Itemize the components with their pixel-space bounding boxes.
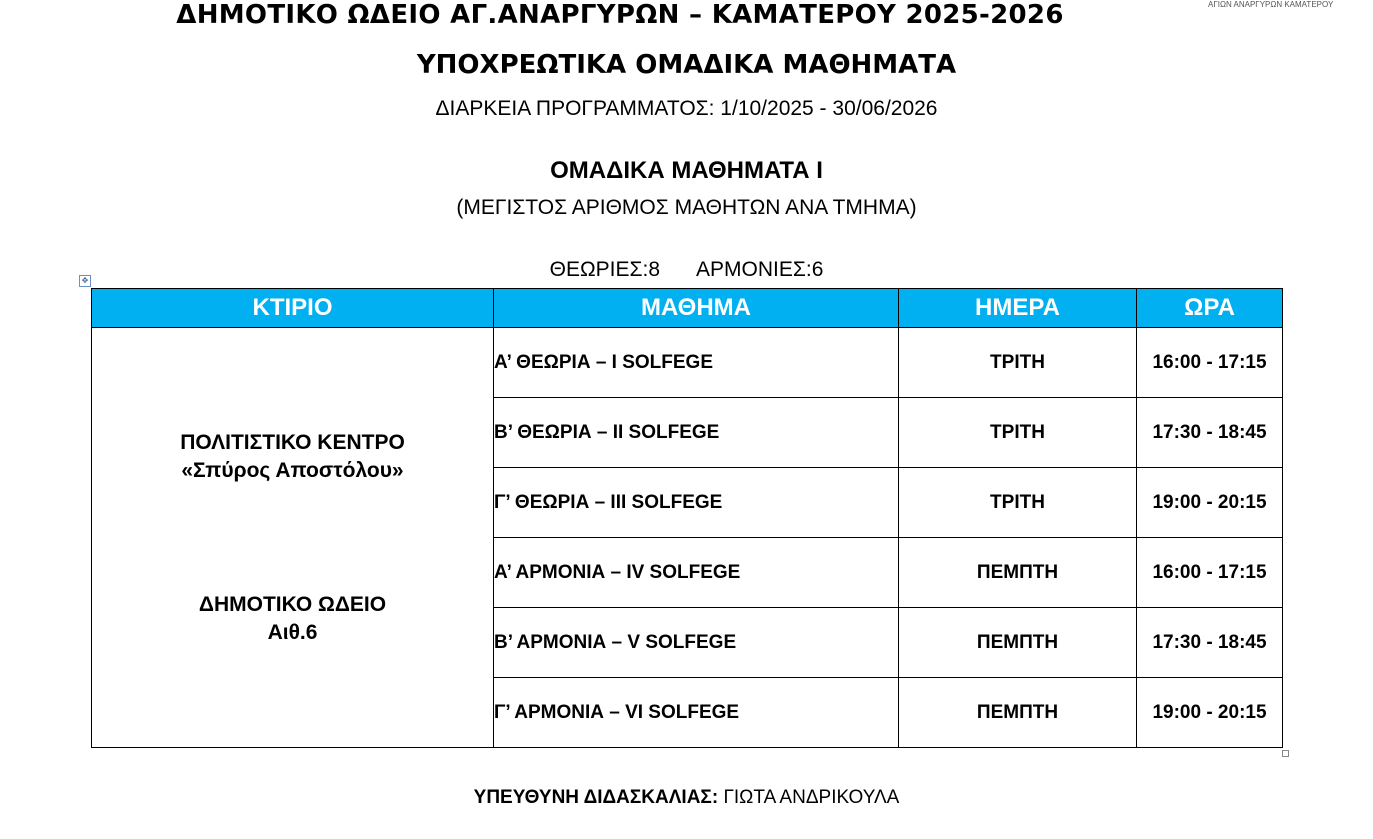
theory-count: :8 (642, 258, 661, 281)
table-header-row (92, 289, 1283, 328)
table-resize-handle[interactable] (1282, 750, 1289, 757)
course-cell: Γ’ ΘΕΩΡΙΑ – ΙΙΙ SOLFEGE (494, 468, 899, 538)
schedule-table (91, 288, 1283, 748)
day-cell: ΠΕΜΠΤΗ (899, 608, 1137, 678)
day-cell: ΠΕΜΠΤΗ (899, 538, 1137, 608)
column-header-day: ΗΜΕΡΑ (899, 289, 1137, 328)
day-cell: ΠΕΜΠΤΗ (899, 678, 1137, 748)
building-cultural-center: ΠΟΛΙΤΙΣΤΙΚΟ ΚΕΝΤΡΟ «Σπύρος Αποστόλου» (180, 430, 405, 482)
day-cell: ΤΡΙΤΗ (899, 468, 1137, 538)
theory-label: ΘΕΩΡΙΕΣ (549, 258, 643, 281)
time-cell: 16:00 - 17:15 (1137, 328, 1283, 398)
course-cell: Α’ ΘΕΩΡΙΑ – Ι SOLFEGE (494, 328, 899, 398)
course-cell: Β’ ΘΕΩΡΙΑ – ΙΙ SOLFEGE (494, 398, 899, 468)
time-cell: 17:30 - 18:45 (1137, 608, 1283, 678)
document-subtitle: ΥΠΟΧΡΕΩΤΙΚΑ ΟΜΑΔΙΚΑ ΜΑΘΗΜΑΤΑ (416, 50, 957, 80)
footer-instructor (0, 787, 1373, 809)
building-conservatory: ΔΗΜΟΤΙΚΟ ΩΔΕΙΟ Αιθ.6 (198, 592, 387, 644)
day-cell: ΤΡΙΤΗ (899, 398, 1137, 468)
harmony-count: :6 (805, 258, 824, 281)
time-cell: 19:00 - 20:15 (1137, 678, 1283, 748)
time-cell: 17:30 - 18:45 (1137, 398, 1283, 468)
class-counts (0, 258, 1373, 282)
document-title: ΔΗΜΟΤΙΚΟ ΩΔΕΙΟ ΑΓ.ΑΝΑΡΓΥΡΩΝ – ΚΑΜΑΤΕΡΟΥ 2025-2026 (176, 0, 1064, 30)
program-duration: ΔΙΑΡΚΕΙΑ ΠΡΟΓΡΑΜΜΑΤΟΣ: 1/10/2025 - 30/06/2026 (435, 97, 938, 120)
logo-caption: ΑΓΙΩΝ ΑΝΑΡΓΥΡΩΝ ΚΑΜΑΤΕΡΟΥ (1208, 0, 1334, 9)
column-header-time: ΩΡΑ (1137, 289, 1283, 328)
time-cell: 19:00 - 20:15 (1137, 468, 1283, 538)
day-cell: ΤΡΙΤΗ (899, 328, 1137, 398)
course-cell: Α’ ΑΡΜΟΝΙΑ – IV SOLFEGE (494, 538, 899, 608)
section-note: (ΜΕΓΙΣΤΟΣ ΑΡΙΘΜΟΣ ΜΑΘΗΤΩΝ ΑΝΑ ΤΜΗΜΑ) (456, 196, 917, 219)
time-cell: 16:00 - 17:15 (1137, 538, 1283, 608)
column-header-building: ΚΤΙΡΙΟ (92, 289, 494, 328)
column-header-course: ΜΑΘΗΜΑ (494, 289, 899, 328)
section-title: ΟΜΑΔΙΚΑ ΜΑΘΗΜΑΤΑ Ι (550, 157, 823, 184)
table-move-handle-icon[interactable]: ✥ (79, 275, 91, 287)
table-row (92, 328, 1283, 398)
building-cell (92, 328, 494, 748)
course-cell: Γ’ ΑΡΜΟΝΙΑ – VI SOLFEGE (494, 678, 899, 748)
instructor-label: ΥΠΕΥΘΥΝΗ ΔΙΔΑΣΚΑΛΙΑΣ: (473, 787, 719, 808)
course-cell: Β’ ΑΡΜΟΝΙΑ – V SOLFEGE (494, 608, 899, 678)
instructor-name: ΓΙΩΤΑ ΑΝΔΡΙΚΟΥΛΑ (723, 787, 900, 808)
harmony-label: ΑΡΜΟΝΙΕΣ (696, 258, 806, 281)
